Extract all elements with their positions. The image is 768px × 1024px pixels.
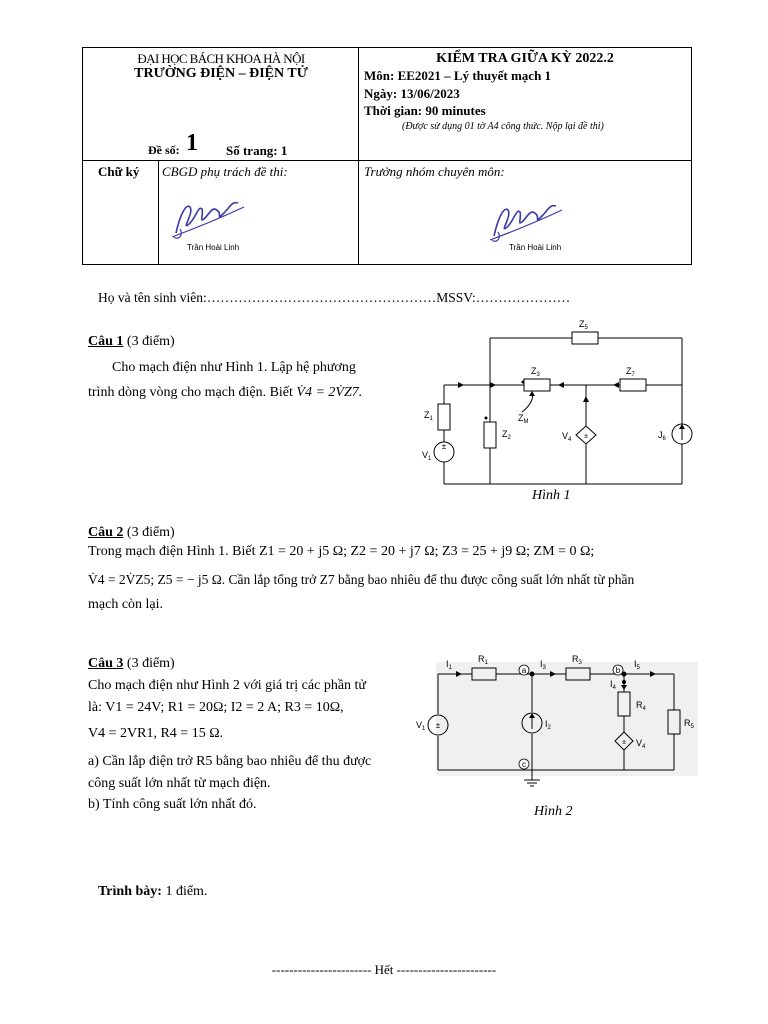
student-info-line: Họ và tên sinh viên:……………………………………………MSSV:…………………	[98, 290, 571, 305]
question-2-title: Câu 2	[88, 525, 124, 540]
fig2-label-v4: $V_4$	[636, 738, 646, 750]
fig2-label-v1: $V_1$	[416, 720, 426, 732]
question-3-line-5: công suất lớn nhất từ mạch điện.	[88, 776, 271, 791]
exam-date: Ngày: 13/06/2023	[364, 86, 460, 101]
question-3-line-4: a) Cần lắp điện trở R5 bằng bao nhiêu để thu được	[88, 754, 372, 769]
group-leader-label: Trưởng nhóm chuyên môn:	[364, 164, 505, 179]
fig1-label-zm: $Z_M$	[518, 413, 529, 425]
question-3-line-1: Cho mạch điện như Hình 2 với giá trị các phần tử	[88, 678, 367, 693]
fig1-label-v1: $V_1$	[422, 450, 432, 462]
question-2-line-3: mạch còn lại.	[88, 597, 164, 612]
presentation-label: Trình bày:	[98, 884, 162, 899]
presentation-note	[98, 884, 207, 900]
question-1-formula: V̇4 = 2V̇Z7.	[296, 385, 363, 400]
signer-name-2: Trần Hoài Linh	[509, 243, 562, 252]
svg-text:±: ±	[622, 739, 626, 746]
signature-image-2	[486, 188, 566, 248]
university-name: ĐẠI HỌC BÁCH KHOA HÀ NỘI	[137, 51, 305, 66]
fig1-label-z7: $Z_7$	[626, 366, 635, 378]
fig1-label-z2: $Z_2$	[502, 429, 511, 441]
question-3-title: Câu 3	[88, 656, 124, 671]
fig2-label-r1: $R_1$	[478, 654, 488, 666]
question-1-line-2	[88, 385, 362, 401]
exam-title: KIỂM TRA GIỮA KỲ 2022.2	[436, 51, 614, 66]
question-1-text: trình dòng vòng cho mạch điện. Biết	[88, 385, 293, 400]
course-name: Môn: EE2021 – Lý thuyết mạch 1	[364, 68, 552, 83]
signature-image-1	[168, 185, 248, 245]
svg-text:±: ±	[584, 433, 588, 440]
svg-text:±: ±	[435, 721, 441, 730]
question-1-line-1: Cho mạch điện như Hình 1. Lập hệ phương	[112, 360, 356, 375]
fig1-label-z3: $Z_3$	[531, 366, 540, 378]
question-1-title: Câu 1	[88, 334, 124, 349]
circuit-figure-2	[412, 652, 706, 792]
figure-1-caption: Hình 1	[532, 488, 571, 503]
cbgd-label: CBGD phụ trách đề thi:	[162, 164, 288, 179]
fig2-node-c: c	[522, 760, 526, 769]
signature-col-divider	[158, 160, 159, 264]
fig1-label-z1: $Z_1$	[424, 410, 433, 422]
fig1-label-j6: $J_6$	[658, 430, 666, 442]
signature-label: Chữ ký	[98, 164, 140, 179]
page-count: Số trang: 1	[226, 143, 288, 158]
fig2-label-i4: $I_4$	[610, 679, 616, 691]
header-divider	[358, 47, 359, 264]
fig2-node-a: a	[521, 666, 527, 675]
fig2-label-i5: $I_5$	[634, 659, 640, 671]
exam-duration: Thời gian: 90 minutes	[364, 103, 486, 118]
school-name: TRƯỜNG ĐIỆN – ĐIỆN TỬ	[134, 66, 308, 81]
exam-label: Đề số:	[148, 143, 180, 157]
exam-note: (Được sử dụng 01 tờ A4 công thức. Nộp lại đề thi)	[402, 121, 604, 132]
fig2-label-r3: $R_3$	[572, 654, 582, 666]
fig2-label-i2: $I_2$	[545, 719, 551, 731]
fig1-label-v4: $V_4$	[562, 431, 572, 443]
svg-text:±: ±	[441, 442, 447, 451]
signer-name-1: Trần Hoài Linh	[187, 243, 240, 252]
fig2-node-b: b	[615, 666, 621, 675]
question-2-heading	[88, 525, 175, 541]
header-row-divider	[82, 160, 691, 161]
fig2-label-i1: $I_1$	[446, 659, 452, 671]
question-3-line-3: V4 = 2VR1, R4 = 15 Ω.	[88, 726, 224, 741]
question-3-line-6: b) Tính công suất lớn nhất đó.	[88, 797, 257, 812]
circuit-figure-1	[418, 318, 718, 490]
fig2-label-i3: $I_3$	[540, 659, 546, 671]
question-1-heading	[88, 334, 175, 350]
exam-number: 1	[186, 130, 198, 156]
presentation-value: 1 điểm.	[161, 884, 208, 899]
question-2-line-1: Trong mạch điện Hình 1. Biết Z1 = 20 + j5 Ω; Z2 = 20 + j7 Ω; Z3 = 25 + j9 Ω; ZM = 0 Ω;	[88, 544, 595, 559]
question-3-line-2: là: V1 = 24V; R1 = 20Ω; I2 = 2 A; R3 = 10Ω,	[88, 700, 344, 715]
question-3-points: (3 điểm)	[123, 656, 175, 671]
fig1-label-z5: $Z_5$	[579, 319, 588, 331]
fig2-label-r5: $R_5$	[684, 718, 694, 730]
fig2-label-r4: $R_4$	[636, 700, 646, 712]
end-marker: ----------------------- Hết -----------------------	[271, 962, 497, 977]
question-1-points: (3 điểm)	[123, 334, 175, 349]
question-3-heading	[88, 656, 175, 672]
question-2-line-2: V̇4 = 2V̇Z5; Z5 = − j5 Ω. Cần lắp tổng trở Z7 bằng bao nhiêu để thu được công suất lớn nhất từ phần	[88, 572, 635, 587]
figure-2-caption: Hình 2	[534, 804, 573, 819]
question-2-points: (3 điểm)	[123, 525, 175, 540]
